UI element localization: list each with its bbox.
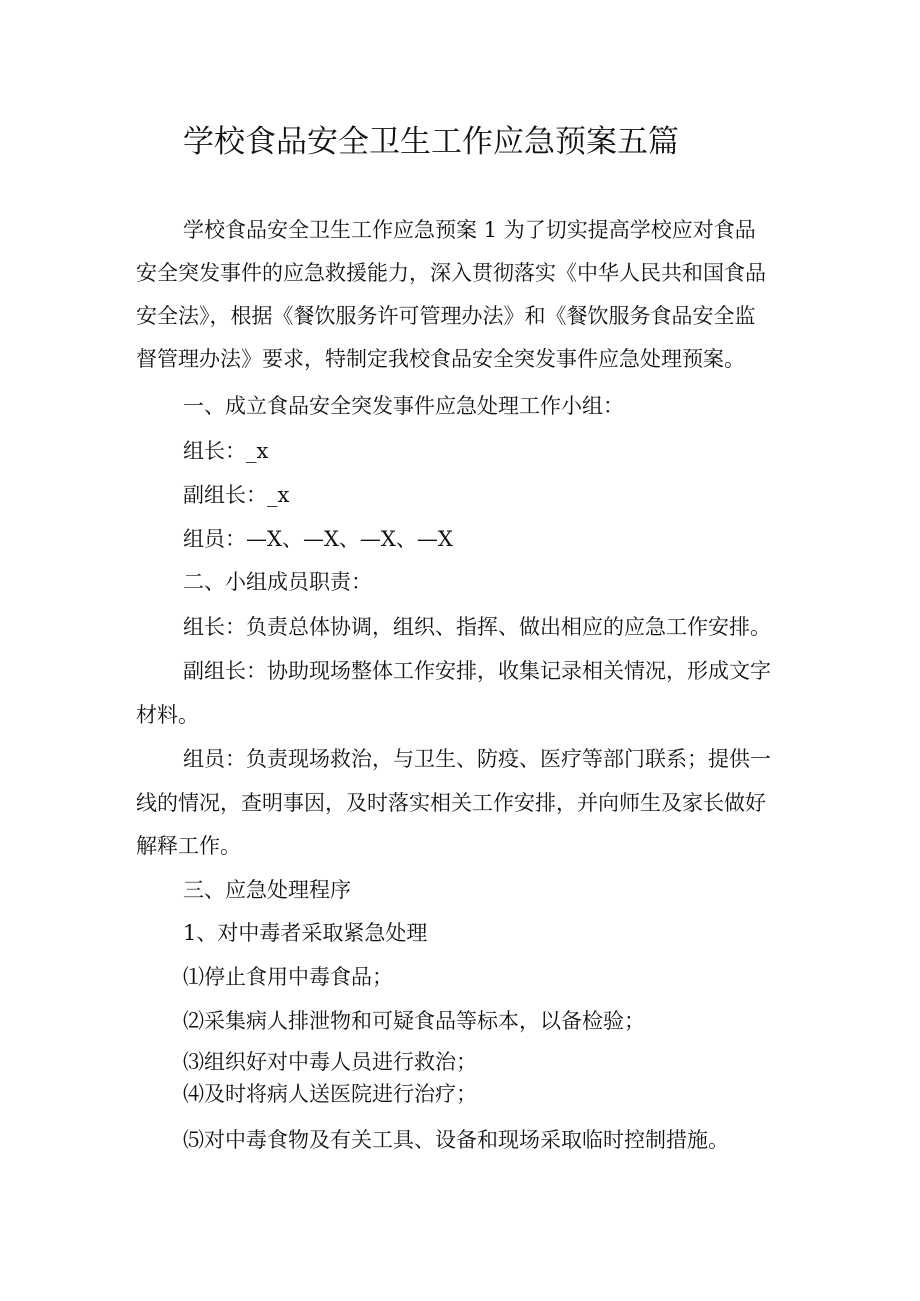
list-item: ⑷及时将病人送医院进行治疗；: [183, 1082, 477, 1106]
paragraph-line: 安全法》，根据《餐饮服务许可管理办法》和《餐饮服务食品安全监: [136, 304, 756, 328]
list-item: ⑸对中毒食物及有关工具、设备和现场采取临时控制措施。: [183, 1128, 729, 1152]
paragraph-line: 线的情况，查明事因，及时落实相关工作安排，并向师生及家长做好: [136, 791, 766, 815]
paragraph-line: 组员：负责现场救治，与卫生、防疫、医疗等部门联系；提供一: [183, 747, 771, 771]
paragraph-line: 材料。: [136, 703, 199, 727]
paragraph-line: 组员：—X、—X、—X、—X: [183, 527, 453, 551]
paragraph-line: 安全突发事件的应急救援能力，深入贯彻落实《中华人民共和国食品: [136, 261, 766, 285]
list-item: ⑴停止食用中毒食品；: [183, 965, 393, 989]
paragraph-line: 学校食品安全卫生工作应急预案 1 为了切实提高学校应对食品: [183, 218, 756, 242]
paragraph-line: 督管理办法》要求，特制定我校食品安全突发事件应急处理预案。: [136, 347, 745, 371]
list-item: ⑶组织好对中毒人员进行救治；: [183, 1050, 477, 1074]
paragraph-line: 解释工作。: [136, 834, 241, 858]
paragraph-line: 副组长：协助现场整体工作安排，收集记录相关情况，形成文字: [183, 659, 771, 683]
section-heading: 二、小组成员职责：: [183, 570, 372, 594]
paragraph-line: 副组长：_x: [183, 483, 290, 507]
subsection-heading: 1、对中毒者采取紧急处理: [183, 921, 428, 945]
document-title: 学校食品安全卫生工作应急预案五篇: [183, 124, 679, 160]
paragraph-line: 组长：负责总体协调，组织、指挥、做出相应的应急工作安排。: [183, 615, 771, 639]
list-item: ⑵采集病人排泄物和可疑食品等标本，以备检验；: [183, 1009, 645, 1033]
section-heading: 三、应急处理程序: [183, 878, 351, 902]
paragraph-line: 组长：_x: [183, 439, 269, 463]
section-heading: 一、成立食品安全突发事件应急处理工作小组：: [183, 394, 624, 418]
